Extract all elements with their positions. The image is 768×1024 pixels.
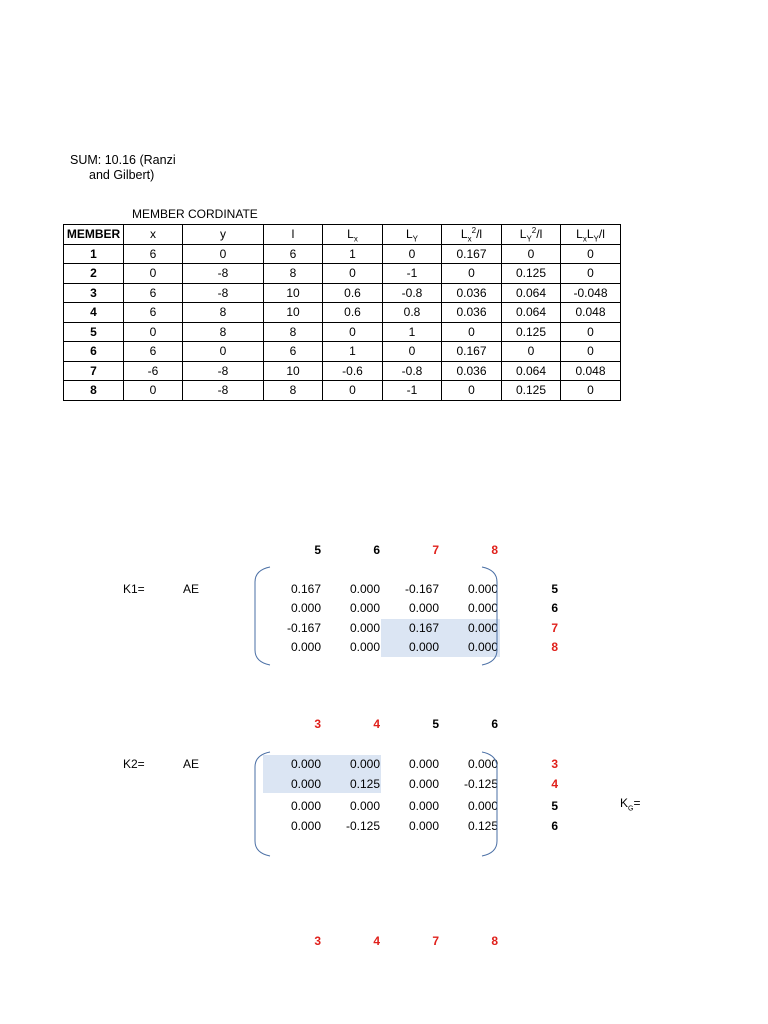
table-row (64, 342, 621, 362)
matrix-cell: 0.000 (290, 640, 321, 654)
left-bracket (252, 751, 272, 857)
table-cell: 0 (442, 322, 502, 342)
table-header-row (64, 225, 621, 245)
right-bracket (480, 566, 500, 666)
matrix-cell: 0.000 (467, 582, 498, 596)
table-cell: 0.167 (442, 244, 502, 264)
table-cell: 0 (502, 342, 561, 362)
table-cell: 10 (264, 283, 323, 303)
table-cell: 0 (383, 244, 442, 264)
dof-row-header: 5 (551, 799, 558, 813)
matrix-cell: 0.000 (349, 582, 380, 596)
table-cell: 1 (323, 244, 383, 264)
matrix-cell: 0.000 (349, 621, 380, 635)
table-cell: 0.064 (502, 303, 561, 323)
title-line-2: and Gilbert) (89, 168, 155, 182)
dof-column-header: 8 (491, 934, 498, 948)
dof-column-header: 5 (314, 543, 321, 557)
matrix-cell: 0.000 (290, 601, 321, 615)
table-cell: 0.125 (502, 322, 561, 342)
column-header-lx: $L_x$ (323, 225, 383, 245)
table-cell: 8 (264, 322, 323, 342)
table-cell: 8 (264, 381, 323, 401)
title-line-1: SUM: 10.16 (Ranzi (70, 153, 176, 167)
table-cell: 0.036 (442, 361, 502, 381)
table-cell: 0 (124, 264, 183, 284)
member-number-cell: 5 (64, 322, 124, 342)
table-cell: 0 (561, 381, 621, 401)
table-cell: 0 (183, 342, 264, 362)
matrix-factor: AE (183, 757, 200, 771)
table-cell: 0.125 (502, 381, 561, 401)
right-bracket (480, 751, 500, 857)
table-cell: 0 (124, 381, 183, 401)
matrix-cell: 0.000 (408, 640, 439, 654)
table-row (64, 303, 621, 323)
table-cell: -8 (183, 361, 264, 381)
matrix-cell: 0.000 (349, 799, 380, 813)
table-cell: -8 (183, 283, 264, 303)
dof-column-header: 6 (373, 543, 380, 557)
table-cell: 0 (561, 342, 621, 362)
table-row (64, 264, 621, 284)
table-row (64, 322, 621, 342)
member-number-cell: 8 (64, 381, 124, 401)
matrix-cell: 0.167 (290, 582, 321, 596)
table-cell: 0 (442, 264, 502, 284)
dof-column-header: 7 (432, 543, 439, 557)
matrix-cell: 0.000 (290, 799, 321, 813)
matrix-cell: -0.167 (286, 621, 321, 635)
table-cell: 0 (561, 244, 621, 264)
dof-row-header: 6 (551, 601, 558, 615)
matrix-cell: 0.000 (467, 621, 498, 635)
matrix-cell: 0.000 (408, 819, 439, 833)
matrix-cell: -0.125 (345, 819, 380, 833)
column-header-x: x (124, 225, 183, 245)
table-cell: 0 (323, 381, 383, 401)
matrix-cell: -0.125 (463, 777, 498, 791)
matrix-cell: -0.167 (404, 582, 439, 596)
table-cell: 0 (561, 322, 621, 342)
table-cell: -6 (124, 361, 183, 381)
column-header-ly2-l: $L_Y^2/l$ (502, 225, 561, 245)
dof-column-header: 7 (432, 934, 439, 948)
table-cell: 1 (383, 322, 442, 342)
table-row (64, 283, 621, 303)
table-cell: 0 (124, 322, 183, 342)
dof-column-header: 4 (373, 934, 380, 948)
matrix-cell: 0.000 (408, 601, 439, 615)
table-cell: 0.048 (561, 361, 621, 381)
table-cell: -0.8 (383, 361, 442, 381)
member-number-cell: 1 (64, 244, 124, 264)
dof-row-header: 6 (551, 819, 558, 833)
matrix-cell: 0.167 (408, 621, 439, 635)
matrix-cell: 0.000 (290, 757, 321, 771)
left-bracket (252, 566, 272, 666)
table-cell: 0.048 (561, 303, 621, 323)
table-row (64, 244, 621, 264)
matrix-cell: 0.000 (290, 777, 321, 791)
matrix-cell: 0.000 (467, 757, 498, 771)
dof-column-header: 4 (373, 717, 380, 731)
table-cell: -0.6 (323, 361, 383, 381)
matrix-label: K2= (123, 757, 145, 771)
table-cell: 8 (264, 264, 323, 284)
matrix-cell: 0.000 (408, 777, 439, 791)
table-cell: 0.125 (502, 264, 561, 284)
table-cell: 10 (264, 303, 323, 323)
column-header-l: l (264, 225, 323, 245)
member-number-cell: 6 (64, 342, 124, 362)
table-cell: 0 (561, 264, 621, 284)
table-cell: 8 (183, 322, 264, 342)
kg-label: $K_G=$ (620, 796, 641, 813)
table-caption: MEMBER CORDINATE (132, 207, 258, 221)
table-cell: -0.8 (383, 283, 442, 303)
table-cell: 0.036 (442, 303, 502, 323)
matrix-cell: 0.125 (349, 777, 380, 791)
dof-column-header: 3 (314, 934, 321, 948)
matrix-cell: 0.000 (467, 640, 498, 654)
table-cell: -1 (383, 381, 442, 401)
table-row (64, 361, 621, 381)
member-number-cell: 7 (64, 361, 124, 381)
table-cell: 6 (264, 244, 323, 264)
table-cell: 0 (383, 342, 442, 362)
table-cell: 8 (183, 303, 264, 323)
dof-column-header: 6 (491, 717, 498, 731)
member-coordinate-table (63, 224, 621, 401)
matrix-cell: 0.000 (349, 757, 380, 771)
dof-column-header: 3 (314, 717, 321, 731)
column-header-ly: $L_Y$ (383, 225, 442, 245)
dof-row-header: 3 (551, 757, 558, 771)
matrix-cell: 0.000 (467, 799, 498, 813)
table-cell: 0.6 (323, 303, 383, 323)
matrix-cell: 0.125 (467, 819, 498, 833)
column-header-lxly-l: $L_xL_Y/l$ (561, 225, 621, 245)
dof-row-header: 7 (551, 621, 558, 635)
matrix-factor: AE (183, 582, 200, 596)
member-number-cell: 3 (64, 283, 124, 303)
table-cell: 6 (124, 244, 183, 264)
table-cell: 0.167 (442, 342, 502, 362)
table-cell: -0.048 (561, 283, 621, 303)
matrix-cell: 0.000 (408, 757, 439, 771)
table-cell: 0 (502, 244, 561, 264)
dof-row-header: 5 (551, 582, 558, 596)
table-cell: 0.036 (442, 283, 502, 303)
table-cell: 10 (264, 361, 323, 381)
table-cell: 0 (183, 244, 264, 264)
column-header-lx2-l: $L_x^2/l$ (442, 225, 502, 245)
table-cell: 0.064 (502, 283, 561, 303)
member-number-cell: 4 (64, 303, 124, 323)
column-header-y: y (183, 225, 264, 245)
matrix-cell: 0.000 (349, 640, 380, 654)
table-cell: 6 (124, 303, 183, 323)
dof-column-header: 5 (432, 717, 439, 731)
matrix-label: K1= (123, 582, 145, 596)
column-header-member: MEMBER (64, 225, 124, 245)
matrix-cell: 0.000 (349, 601, 380, 615)
dof-column-header: 8 (491, 543, 498, 557)
table-cell: -8 (183, 264, 264, 284)
matrix-cell: 0.000 (290, 819, 321, 833)
matrix-cell: 0.000 (408, 799, 439, 813)
table-cell: 0 (442, 381, 502, 401)
table-cell: 0.6 (323, 283, 383, 303)
table-cell: 0 (323, 264, 383, 284)
sheet-title (70, 153, 176, 183)
table-cell: 1 (323, 342, 383, 362)
table-row (64, 381, 621, 401)
table-cell: 6 (124, 342, 183, 362)
dof-row-header: 8 (551, 640, 558, 654)
table-cell: 6 (124, 283, 183, 303)
table-cell: 0.064 (502, 361, 561, 381)
table-cell: 6 (264, 342, 323, 362)
matrix-cell: 0.000 (467, 601, 498, 615)
table-cell: -8 (183, 381, 264, 401)
member-number-cell: 2 (64, 264, 124, 284)
table-cell: 0.8 (383, 303, 442, 323)
table-cell: -1 (383, 264, 442, 284)
table-cell: 0 (323, 322, 383, 342)
dof-row-header: 4 (551, 777, 558, 791)
